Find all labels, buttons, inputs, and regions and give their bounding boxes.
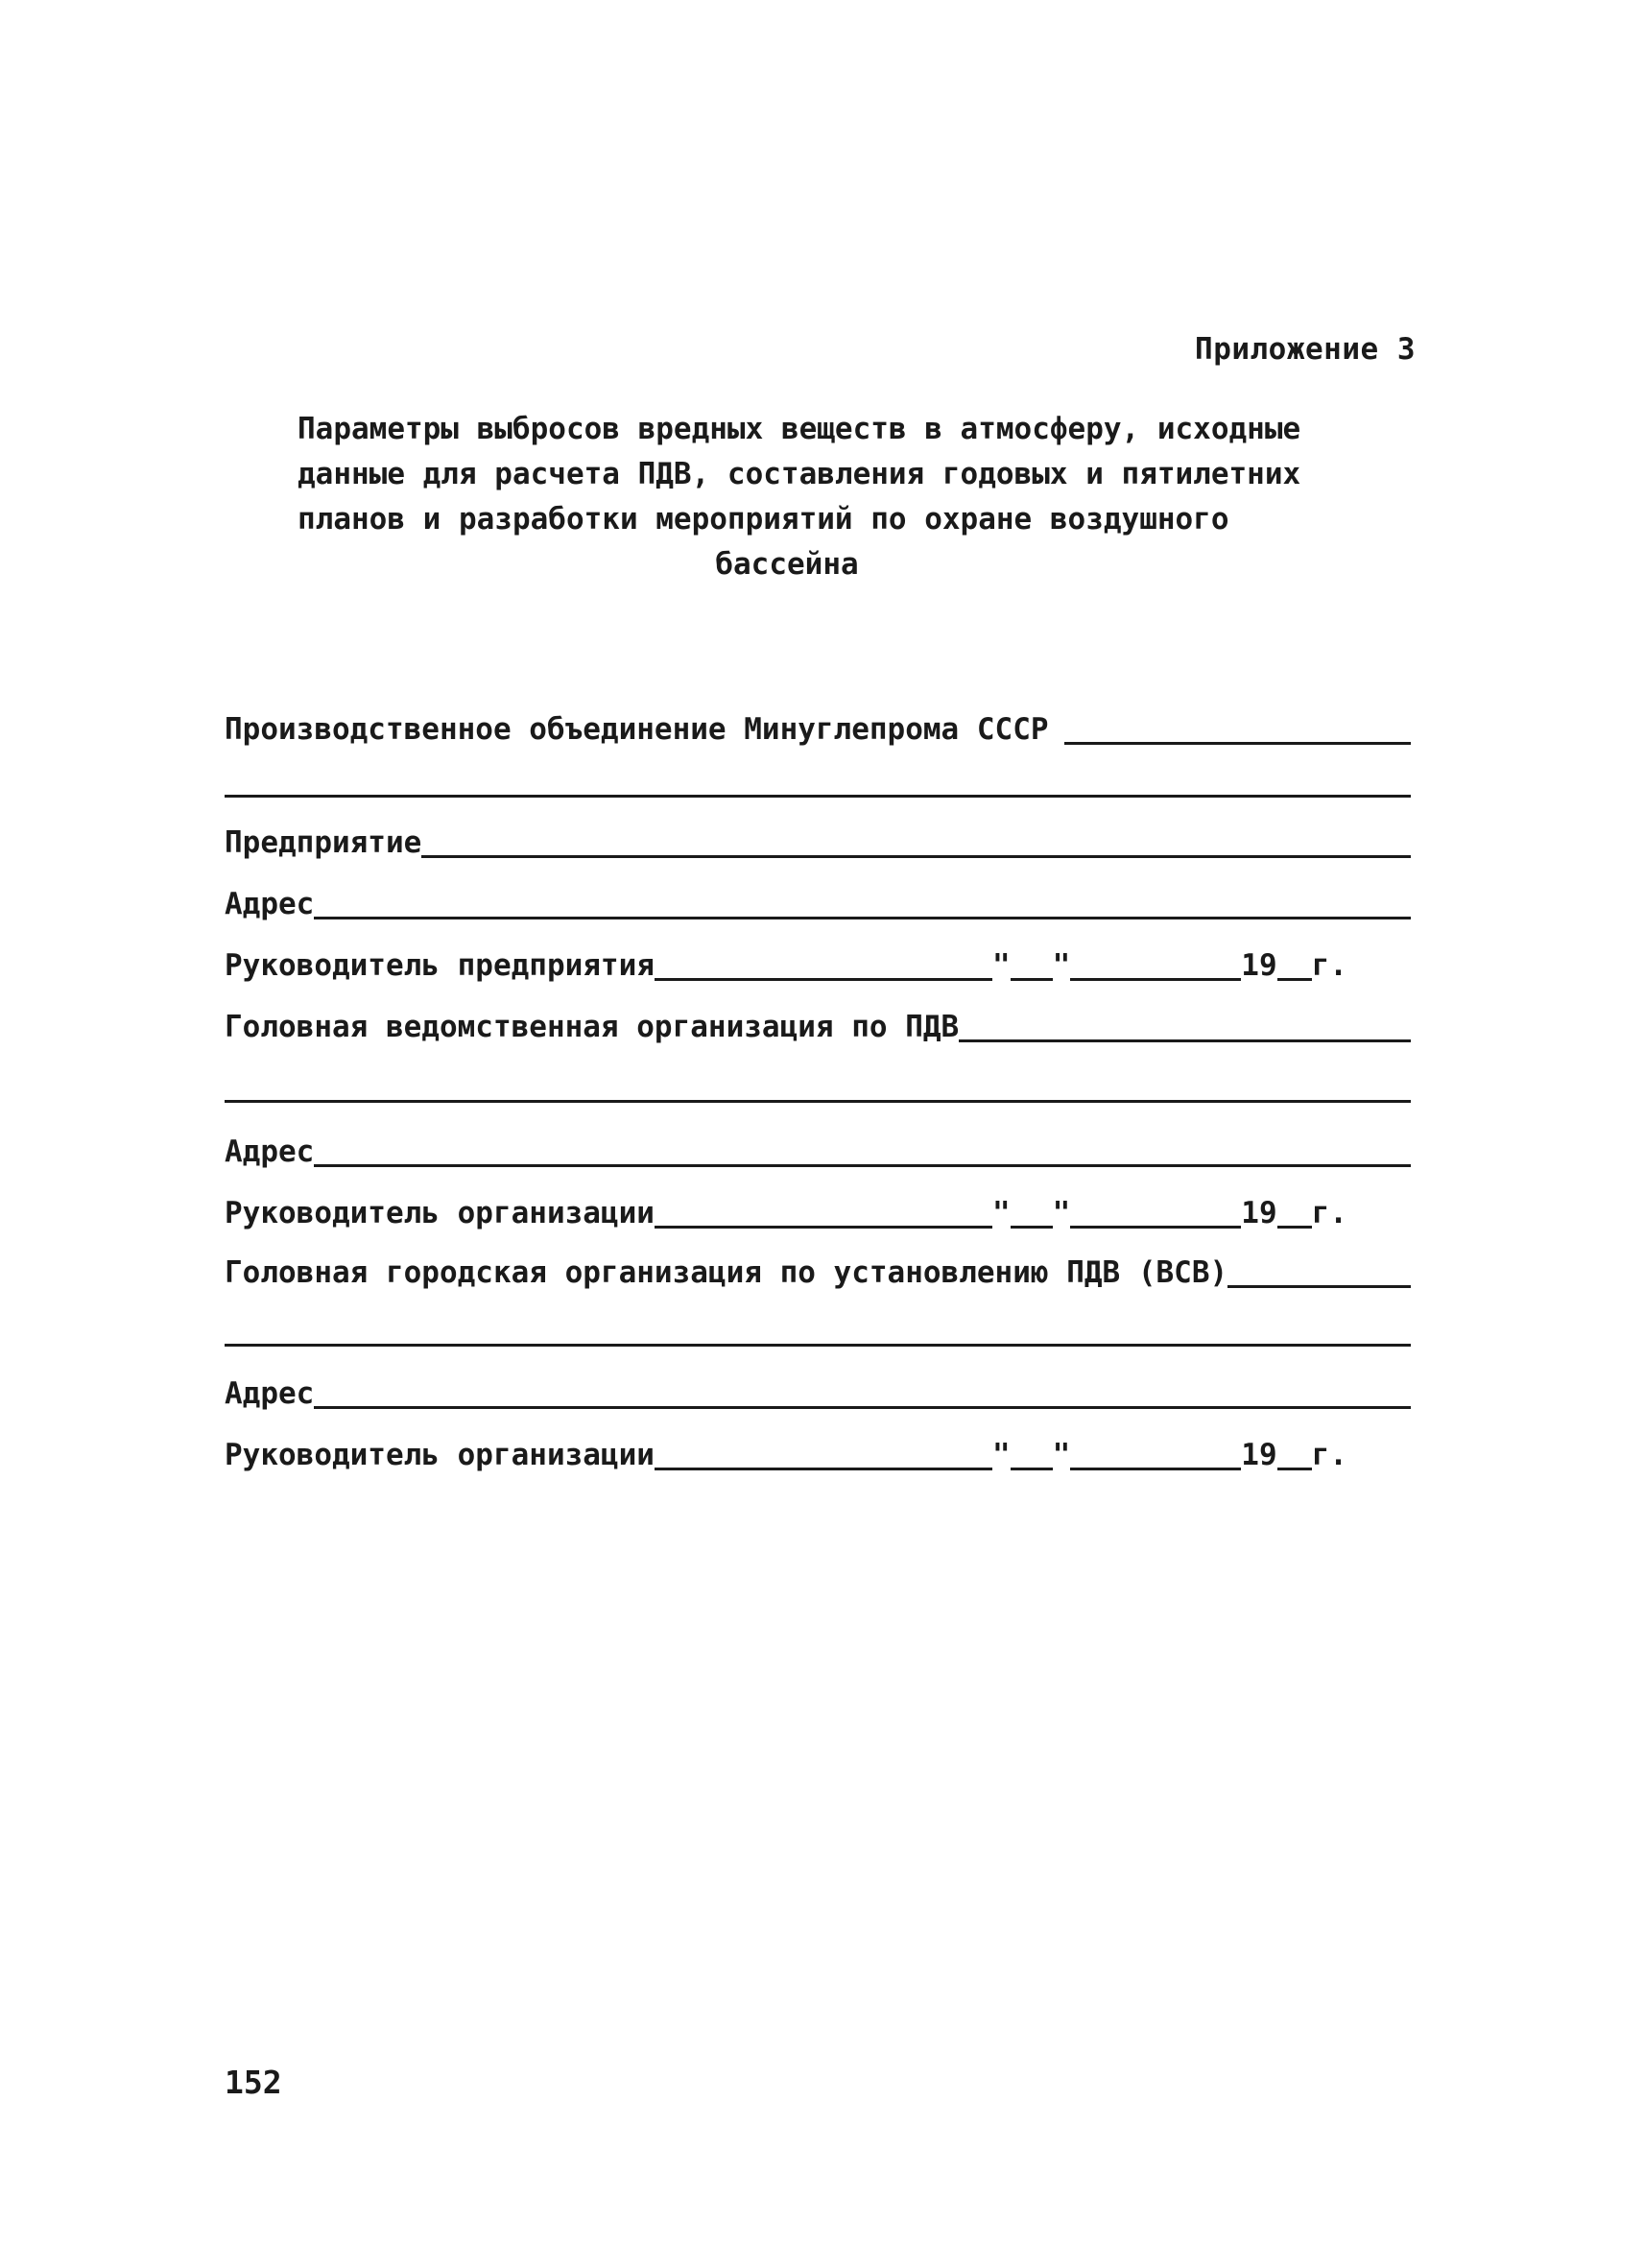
quote-open: " (991, 948, 1011, 983)
org-head-row (225, 1436, 1411, 1474)
city-org-label: Головная городская организация по установлению ПДВ (ВСВ) (225, 1255, 1228, 1290)
address-label: Адрес (225, 887, 315, 921)
enterprise-head-row (225, 946, 1411, 985)
dept-org-row (225, 1008, 1411, 1046)
org-head-row (225, 1194, 1411, 1232)
address-field[interactable] (314, 1164, 1411, 1167)
association-label: Производственное объединение Минуглепрома СССР (225, 712, 1049, 747)
document-title (298, 407, 1392, 587)
day-field[interactable] (1011, 1468, 1053, 1470)
year-prefix: 19 (1241, 948, 1277, 983)
year-prefix: 19 (1241, 1196, 1277, 1230)
signature-field[interactable] (655, 978, 992, 981)
appendix-label: Приложение 3 (1195, 332, 1416, 367)
title-line: планов и разработки мероприятий по охране воздушного (298, 502, 1229, 537)
page-number: 152 (225, 2064, 282, 2101)
enterprise-field[interactable] (421, 855, 1411, 858)
year-field[interactable] (1277, 978, 1312, 981)
quote-open: " (991, 1196, 1011, 1230)
dept-org-field[interactable] (959, 1039, 1411, 1042)
year-field[interactable] (1277, 1468, 1312, 1470)
year-suffix: г. (1311, 1196, 1347, 1230)
dept-org-field-line2[interactable] (225, 1100, 1411, 1103)
city-org-field[interactable] (1227, 1285, 1411, 1288)
signature-field[interactable] (655, 1468, 992, 1470)
address-row (225, 885, 1411, 923)
signature-field[interactable] (655, 1226, 992, 1229)
enterprise-label: Предприятие (225, 825, 422, 860)
year-suffix: г. (1311, 1438, 1347, 1472)
month-field[interactable] (1070, 978, 1241, 981)
quote-close: " (1052, 948, 1071, 983)
address-row (225, 1374, 1411, 1413)
city-org-field-line2[interactable] (225, 1344, 1411, 1347)
association-row (225, 710, 1411, 749)
day-field[interactable] (1011, 1226, 1053, 1229)
year-prefix: 19 (1241, 1438, 1277, 1472)
dept-org-label: Головная ведомственная организация по ПДВ (225, 1010, 960, 1044)
address-row (225, 1133, 1411, 1171)
title-line: Параметры выбросов вредных веществ в атмосферу, исходные (298, 412, 1301, 446)
org-head-label: Руководитель организации (225, 1196, 655, 1230)
city-org-row (225, 1253, 1411, 1292)
quote-close: " (1052, 1438, 1071, 1472)
address-field[interactable] (314, 1406, 1411, 1409)
org-head-label: Руководитель организации (225, 1438, 655, 1472)
day-field[interactable] (1011, 978, 1053, 981)
month-field[interactable] (1070, 1468, 1241, 1470)
quote-open: " (991, 1438, 1011, 1472)
year-field[interactable] (1277, 1226, 1312, 1229)
quote-close: " (1052, 1196, 1071, 1230)
address-field[interactable] (314, 917, 1411, 919)
enterprise-head-label: Руководитель предприятия (225, 948, 655, 983)
association-field-line2[interactable] (225, 795, 1411, 798)
year-suffix: г. (1311, 948, 1347, 983)
address-label: Адрес (225, 1134, 315, 1169)
month-field[interactable] (1070, 1226, 1241, 1229)
address-label: Адрес (225, 1376, 315, 1411)
title-line: бассейна (715, 547, 859, 582)
enterprise-row (225, 824, 1411, 862)
association-field[interactable] (1064, 742, 1411, 745)
title-line: данные для расчета ПДВ, составления годовых и пятилетних (298, 457, 1301, 491)
